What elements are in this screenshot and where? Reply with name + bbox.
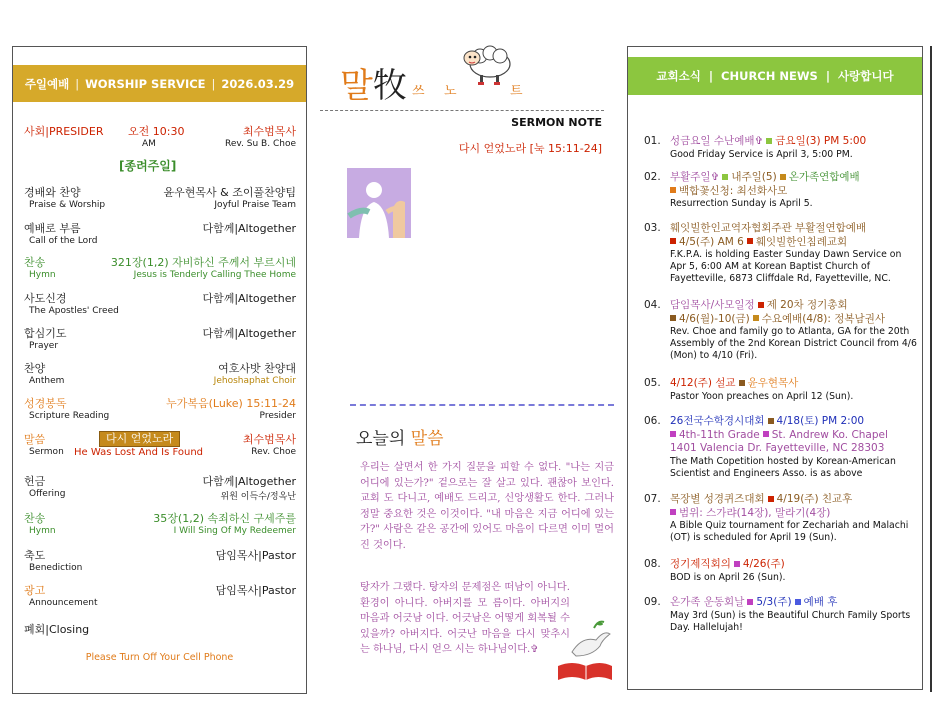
news-text: 온가족연합예배 <box>788 171 860 183</box>
item-ko: 광고 <box>24 584 46 597</box>
news-item <box>644 493 919 544</box>
item-en: Anthem <box>29 376 65 386</box>
palm-sunday-label: [종려주일] <box>119 159 177 173</box>
news-number: 04. <box>644 299 661 311</box>
sheep-icon <box>458 38 516 86</box>
news-en: Pastor Yoon preaches on April 12 (Sun). <box>670 390 854 402</box>
item-right-ko: 다함께|Altogether <box>202 327 296 340</box>
news-label-love: 사랑합니다 <box>838 69 894 83</box>
worship-panel <box>12 46 307 694</box>
news-text: 목장별 성경퀴즈대회 <box>670 493 765 505</box>
news-en: BOD is on April 26 (Sun). <box>670 571 786 583</box>
item-ko: 경배와 찬양 <box>24 186 81 199</box>
news-item <box>644 558 919 584</box>
embrace-illustration <box>347 168 411 238</box>
divider <box>320 110 604 111</box>
presider-time: 오전 10:30 <box>128 125 185 138</box>
item-ko: 말씀 <box>24 433 46 446</box>
item-right-en: 위원 이득수/정옥난 <box>220 492 296 502</box>
order-item <box>24 325 296 354</box>
order-item <box>24 395 296 424</box>
worship-header: 주일예배 | WORSHIP SERVICE | 2026.03.29 <box>13 65 306 102</box>
news-text: 성금요일 수난예배✞ <box>670 135 764 147</box>
item-right-en: Rev. Choe <box>251 447 296 457</box>
presider-label: 사회|PRESIDER <box>24 125 104 138</box>
cell-phone-note: Please Turn Off Your Cell Phone <box>85 652 234 663</box>
news-text: 백합꽃신청: 최선화사모 <box>679 184 788 197</box>
divider <box>350 404 614 406</box>
presider-time-en: AM <box>142 139 156 149</box>
news-text: 수요예배(4/8): 정복남권사 <box>761 312 885 325</box>
item-en: Scripture Reading <box>29 411 110 421</box>
item-right-en: Jehoshaphat Choir <box>213 376 296 386</box>
sermon-title-en: He Was Lost And Is Found <box>74 447 204 458</box>
news-item <box>644 171 919 210</box>
item-ko: 성경봉독 <box>24 397 67 410</box>
news-item <box>644 596 919 634</box>
item-right-ko: 누가복음(Luke) 15:11-24 <box>166 397 296 410</box>
item-right-ko: 다함께|Altogether <box>202 222 296 235</box>
news-text: 윤우현목사 <box>747 377 799 389</box>
news-text: 4/12(주) 설교 <box>670 377 736 389</box>
sermon-panel <box>320 40 616 700</box>
item-ko: 축도 <box>24 549 46 562</box>
news-text: 예배 후 <box>803 596 838 608</box>
sermon-note-label: SERMON NOTE <box>511 116 602 129</box>
presider-name-en: Rev. Su B. Choe <box>225 139 296 149</box>
sermon-paragraph: 우리는 살면서 한 가지 질문을 피할 수 없다. "나는 지금 어디에 있는가?" 겉으로는 잘 살고 있다. 괜찮아 보인다. 교회 도 다니고, 예배도 드리고, 신앙생활도 한다. 그러나 정말 중요한 것은 이것이다. "내 마음은 지금 어디에 있는가?" 사람은 같은 공간에 있어도 마음이 다르면 이미 멀어진 것이다. <box>360 462 614 551</box>
order-item <box>24 254 296 283</box>
today-highlight: 말씀 <box>410 429 444 449</box>
news-text: 4/18(토) PM 2:00 <box>776 415 865 427</box>
news-text: 온가족 운동회날 <box>670 596 745 608</box>
news-text: 4/6(월)-10(금) <box>679 312 750 325</box>
item-right-ko: 다함께|Altogether <box>202 475 296 488</box>
news-en: May 3rd (Sun) is the Beautiful Church Family Sports Day. Hallelujah! <box>670 609 911 633</box>
item-en: Hymn <box>29 526 56 536</box>
brand-small-char: 노 <box>444 84 457 99</box>
dove-icon <box>552 616 614 682</box>
news-item <box>644 299 919 362</box>
news-text: 4/19(주) 친교후 <box>776 493 853 505</box>
news-text: 4/5(주) AM 6 <box>679 235 744 248</box>
news-number: 07. <box>644 493 661 505</box>
news-text: St. Andrew Ko. Chapel <box>771 428 888 441</box>
news-en: Resurrection Sunday is April 5. <box>670 198 813 209</box>
news-text: 5/3(주) <box>756 596 792 608</box>
news-number: 01. <box>644 135 661 147</box>
item-en: Announcement <box>29 598 98 608</box>
item-right-ko: 윤우현목사 & 조이풀찬양팀 <box>163 186 296 199</box>
item-ko: 찬송 <box>24 256 46 269</box>
item-ko: 합심기도 <box>24 327 67 340</box>
news-text: 범위: 스가랴(14장), 말라기(4장) <box>679 506 831 519</box>
item-right-ko: 여호사밧 찬양대 <box>218 362 296 375</box>
item-right-ko: 담임목사|Pastor <box>215 549 296 562</box>
item-ko: 폐회|Closing <box>24 623 90 636</box>
news-text: 4/26(주) <box>742 558 785 570</box>
item-en: Benediction <box>29 563 83 573</box>
order-item <box>24 360 296 389</box>
news-label-ko: 교회소식 <box>656 69 701 83</box>
news-text: 정기제직회의 <box>670 558 731 570</box>
news-number: 08. <box>644 558 661 570</box>
brand-char: 말 <box>340 66 373 106</box>
item-right-en: I Will Sing Of My Redeemer <box>173 526 296 536</box>
page-edge <box>930 46 932 692</box>
worship-date: 2026.03.29 <box>221 76 295 91</box>
item-ko: 예배로 부름 <box>24 222 81 235</box>
order-item <box>24 184 296 213</box>
news-text: 1401 Valencia Dr. Fayetteville, NC 28303 <box>670 442 885 454</box>
news-number: 05. <box>644 377 661 389</box>
sermon-title: 다시 얻었노라 [눅 15:11-24] <box>458 142 602 155</box>
order-item <box>24 621 296 637</box>
presider-row <box>24 123 296 152</box>
order-item <box>24 510 296 539</box>
news-text: 제 20차 정기총회 <box>766 299 848 311</box>
brand-small-char: 쓰 <box>412 84 425 99</box>
news-en: Rev. Choe and family go to Atlanta, GA for the 20th Assembly of the 2nd Korean District Council from 4/6 (Mon) to 4/10 (Fri). <box>670 326 917 361</box>
sermon-paragraph: 탕자가 그랬다. 탕자의 문제점은 떠남이 아니다. 환경이 아니다. 아버지를 모 름이다. 아버지의 마음과 어긋남 이다. 어긋남은 어떻게 회복될 수 있을까? 아버지다. 어긋난 마음을 다시 맞추시는 하나님, 다시 얻으 시는 하나님이다.✞ <box>360 582 570 655</box>
news-text: 내주일(5) <box>731 171 777 183</box>
order-item <box>24 547 296 576</box>
news-en: The Math Copetition hosted by Korean-American Scientist and Engineers Asso. is as above <box>670 455 896 479</box>
news-text: 금요일(3) PM 5:00 <box>775 135 867 147</box>
item-right-ko: 321장(1,2) 자비하신 주께서 부르시네 <box>110 256 296 269</box>
sermon-title-box: 다시 얻었노라 <box>99 431 180 447</box>
item-ko: 찬송 <box>24 512 46 525</box>
news-item <box>644 415 919 480</box>
item-ko: 사도신경 <box>24 292 67 305</box>
news-item <box>644 135 919 161</box>
sermon-brand <box>340 58 407 107</box>
worship-label-ko: 주일예배 <box>24 76 70 91</box>
item-right-ko: 35장(1,2) 속죄하신 구세주를 <box>153 512 296 525</box>
today-word-heading <box>356 424 444 449</box>
item-en: The Apostles' Creed <box>29 306 119 316</box>
item-right-ko: 담임목사|Pastor <box>215 584 296 597</box>
brand-char: 牧 <box>372 66 407 106</box>
item-right-ko: 최수범목사 <box>242 433 296 446</box>
order-item <box>24 290 296 319</box>
order-item <box>24 220 296 249</box>
item-ko: 찬양 <box>24 362 46 375</box>
news-text: 부활주일✞ <box>670 171 720 183</box>
news-text: 훼잇빌한인교역자협회주관 부활절연합예배 <box>670 222 867 234</box>
item-en: Offering <box>29 489 66 499</box>
news-text: 담임목사/사모일정 <box>670 299 755 311</box>
news-number: 02. <box>644 171 661 183</box>
item-en: Praise & Worship <box>29 200 106 210</box>
order-item <box>24 473 296 502</box>
news-panel <box>627 46 923 690</box>
today-label: 오늘의 <box>356 429 406 449</box>
item-en: Hymn <box>29 270 56 280</box>
news-en: A Bible Quiz tournament for Zechariah and Malachi (OT) is scheduled for April 19 (Sun). <box>670 520 909 543</box>
item-right-ko: 다함께|Altogether <box>202 292 296 305</box>
item-en: Sermon <box>29 447 64 457</box>
item-en: Prayer <box>29 341 59 351</box>
item-ko: 헌금 <box>24 475 46 488</box>
item-en: Call of the Lord <box>29 236 98 246</box>
news-text: 26전국수학경시대회 <box>670 415 765 427</box>
news-number: 03. <box>644 222 661 234</box>
worship-label-en: WORSHIP SERVICE <box>85 76 206 91</box>
item-right-en: Joyful Praise Team <box>214 200 296 210</box>
item-right-en: Jesus is Tenderly Calling Thee Home <box>133 270 296 280</box>
news-number: 09. <box>644 596 661 608</box>
news-label-en: CHURCH NEWS <box>721 69 818 83</box>
item-right-en: Presider <box>259 411 296 421</box>
order-item-sermon <box>24 431 296 460</box>
news-item <box>644 377 919 403</box>
news-text: 4th-11th Grade <box>679 428 760 441</box>
brand-small-char: 트 <box>510 84 523 99</box>
news-number: 06. <box>644 415 661 427</box>
news-item <box>644 222 919 285</box>
presider-name: 최수범목사 <box>242 125 296 138</box>
news-header: 교회소식 | CHURCH NEWS | 사랑합니다 <box>628 57 922 95</box>
news-en: F.K.P.A. is holding Easter Sunday Dawn Service on Apr 5, 6:00 AM at Korean Baptist Church of Fayetteville, 6873 Cliffdale Rd, Fayetteville, NC. <box>670 249 902 284</box>
order-item <box>24 582 296 611</box>
news-en: Good Friday Service is April 3, 5:00 PM. <box>670 148 853 160</box>
news-text: 훼잇빌한인침례교회 <box>755 235 848 248</box>
